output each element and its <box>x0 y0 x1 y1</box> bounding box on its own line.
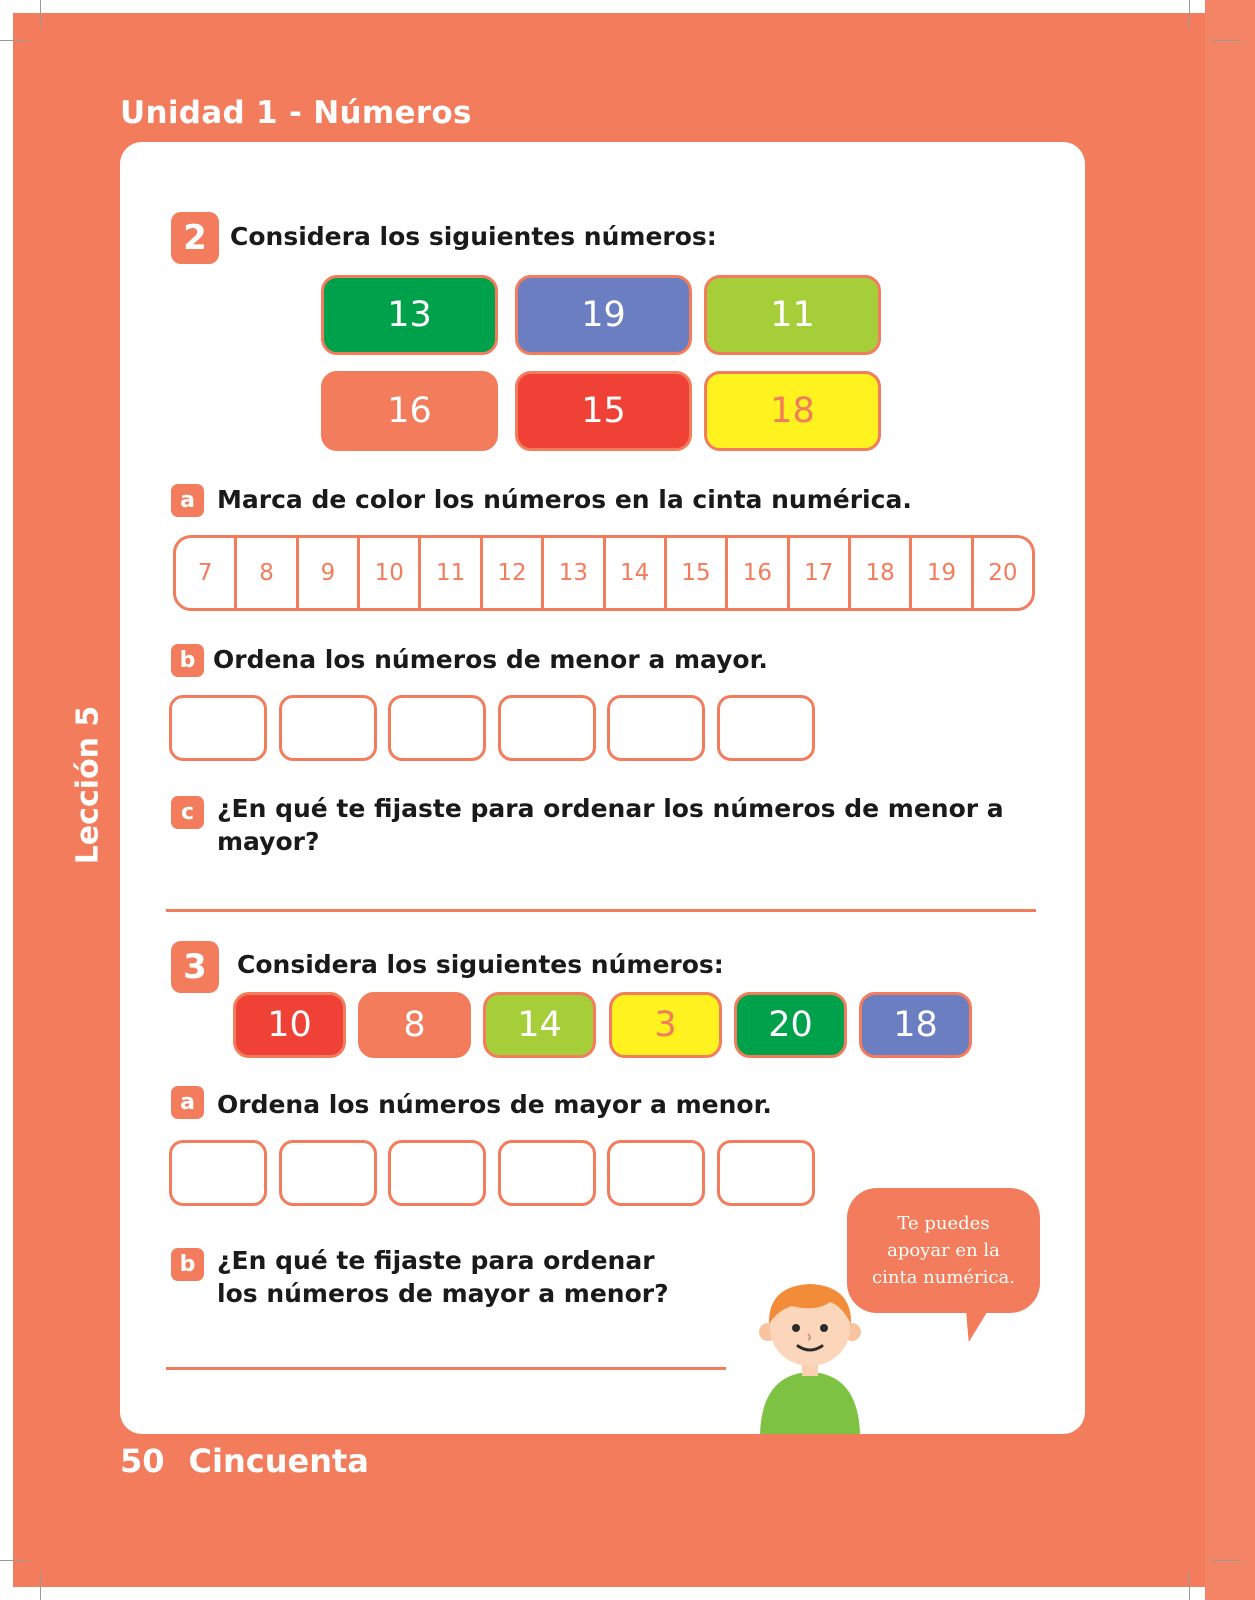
number-line-cell[interactable]: 7 <box>197 560 213 586</box>
lesson-label: Lección 5 <box>70 705 106 865</box>
number-line-cell[interactable]: 11 <box>418 538 479 608</box>
crop-mark <box>40 1572 41 1600</box>
number-tile: 18 <box>704 371 881 451</box>
exercise-card <box>120 142 1085 1434</box>
answer-box[interactable] <box>169 1140 267 1206</box>
item-c-question-line2: mayor? <box>217 827 320 856</box>
number-line-cell[interactable]: 14 <box>603 538 664 608</box>
answer-box[interactable] <box>279 695 377 761</box>
number-tile: 15 <box>515 371 692 451</box>
number-tile: 19 <box>515 275 692 355</box>
number-line-tape <box>173 535 1035 611</box>
page-number-word: Cincuenta <box>188 1442 369 1480</box>
number-line-cell[interactable]: 13 <box>541 538 602 608</box>
item-b-badge: b <box>171 1248 204 1281</box>
number-tile: 16 <box>321 371 498 451</box>
number-tile: 20 <box>734 992 847 1058</box>
speech-bubble-text: Te puedes apoyar en la cinta numérica. <box>872 1213 1015 1288</box>
answer-box[interactable] <box>607 695 705 761</box>
number-line-cell[interactable]: 12 <box>480 538 541 608</box>
number-tile: 3 <box>609 992 722 1058</box>
crop-mark <box>1189 1572 1190 1600</box>
exercise-2-number-badge: 2 <box>171 212 219 264</box>
number-line-cell[interactable]: 8 <box>234 538 295 608</box>
exercise-2-prompt: Considera los siguientes números: <box>230 222 717 251</box>
item-b-instruction: Ordena los números de menor a mayor. <box>213 645 768 674</box>
answer-box[interactable] <box>498 695 596 761</box>
number-tile: 10 <box>233 992 346 1058</box>
item-b-badge: b <box>171 644 204 677</box>
number-line-cell[interactable]: 17 <box>787 538 848 608</box>
exercise-3-number-badge: 3 <box>171 941 219 993</box>
item-a-instruction: Marca de color los números en la cinta numérica. <box>217 485 912 514</box>
item-b-question-line2: los números de mayor a menor? <box>217 1279 669 1308</box>
item-a-instruction: Ordena los números de mayor a menor. <box>217 1090 772 1119</box>
crop-mark <box>0 1560 28 1561</box>
answer-box[interactable] <box>717 1140 815 1206</box>
answer-box[interactable] <box>717 695 815 761</box>
boy-illustration <box>750 1272 870 1434</box>
speech-bubble <box>847 1188 1040 1313</box>
crop-mark <box>1189 0 1190 28</box>
answer-box[interactable] <box>279 1140 377 1206</box>
crop-mark <box>0 40 28 41</box>
number-tile: 13 <box>321 275 498 355</box>
number-tile: 8 <box>358 992 471 1058</box>
unit-title: Unidad 1 - Números <box>120 95 472 131</box>
number-tile: 11 <box>704 275 881 355</box>
exercise-3-prompt: Considera los siguientes números: <box>237 950 724 979</box>
item-c-question-line1: ¿En qué te fijaste para ordenar los números de menor a <box>217 794 1004 823</box>
item-c-badge: c <box>171 796 204 829</box>
number-line-cell[interactable]: 15 <box>664 538 725 608</box>
answer-box[interactable] <box>388 1140 486 1206</box>
answer-line[interactable] <box>166 1367 726 1370</box>
answer-line[interactable] <box>166 909 1036 912</box>
number-line-cell[interactable]: 9 <box>296 538 357 608</box>
number-line-cell[interactable]: 16 <box>725 538 786 608</box>
answer-box[interactable] <box>607 1140 705 1206</box>
answer-box[interactable] <box>169 695 267 761</box>
crop-mark <box>40 0 41 28</box>
number-line-cell[interactable]: 20 <box>971 538 1032 608</box>
number-line-cell[interactable]: 18 <box>848 538 909 608</box>
item-a-badge: a <box>171 1086 204 1119</box>
number-tile: 14 <box>483 992 596 1058</box>
item-a-badge: a <box>171 484 204 517</box>
page-number: 50 <box>120 1442 165 1480</box>
item-b-question-line1: ¿En qué te fijaste para ordenar <box>217 1246 655 1275</box>
page-footer <box>120 1442 369 1480</box>
number-tile: 18 <box>859 992 972 1058</box>
crop-mark <box>1210 1560 1240 1561</box>
answer-box[interactable] <box>388 695 486 761</box>
page-edge-strip <box>1205 0 1255 1600</box>
crop-mark <box>1210 40 1240 41</box>
answer-box[interactable] <box>498 1140 596 1206</box>
number-line-cell[interactable]: 19 <box>909 538 970 608</box>
number-line-cell[interactable]: 10 <box>357 538 418 608</box>
